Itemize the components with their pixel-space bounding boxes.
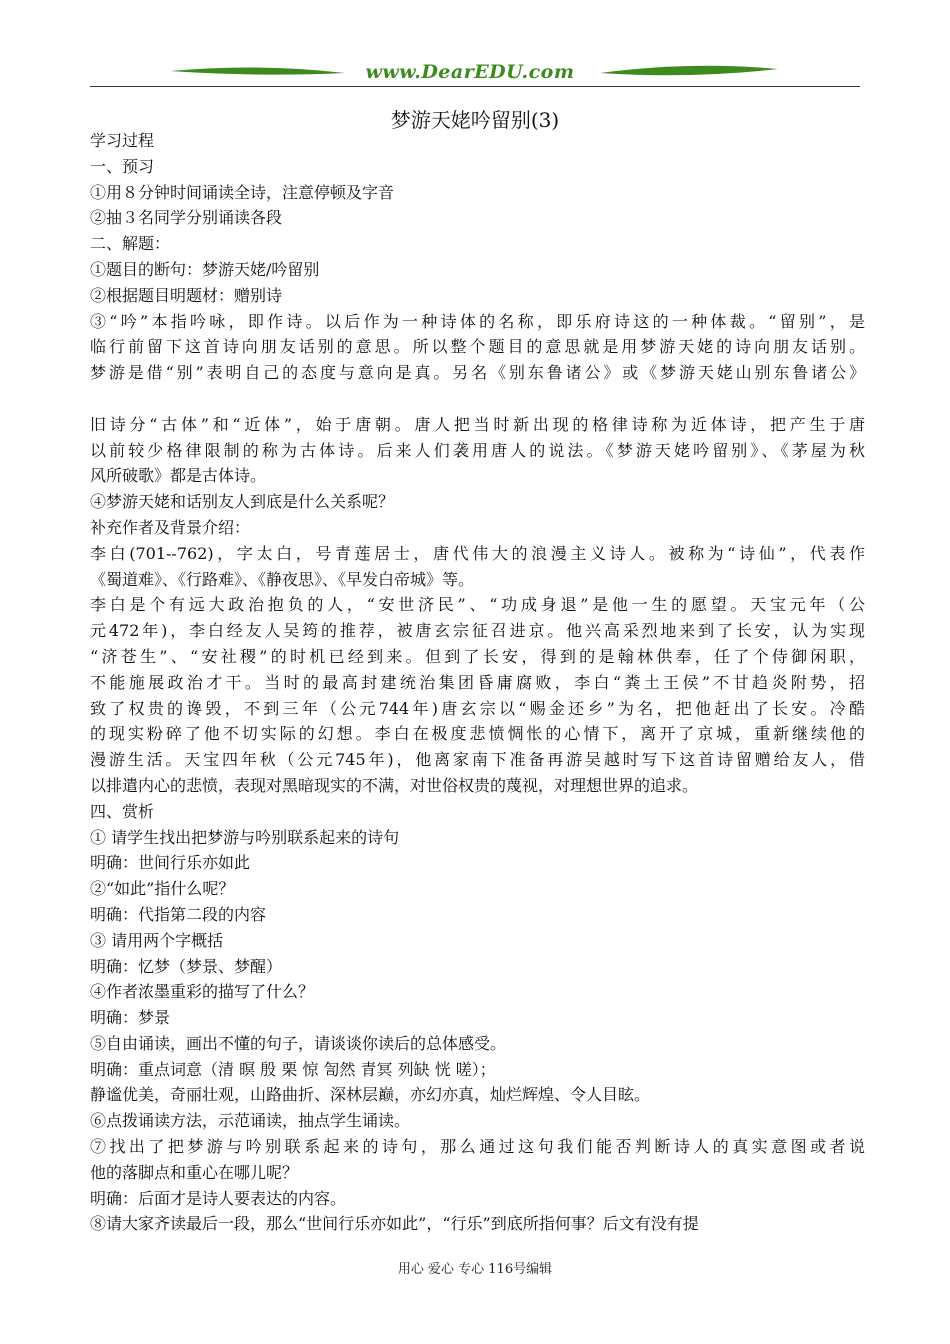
text-line: 明确：后面才是诗人要表达的内容。 bbox=[90, 1188, 347, 1208]
text-line: 以前较少格律限制的称为古体诗。后来人们袭用唐人的说法。《梦游天姥吟留别》、《茅屋为秋 bbox=[90, 440, 865, 460]
text-line: 不能施展政治才干。当时的最高封建统治集团昏庸腐败，李白“粪土王侯”不甘趋炎附势，招 bbox=[90, 672, 865, 692]
text-line: “济苍生”、“安社稷”的时机已经到来。但到了长安，得到的是翰林供奉，任了个侍御闲职， bbox=[90, 646, 865, 666]
text-line: ⑤自由诵读，画出不懂的句子，请谈谈你读后的总体感受。 bbox=[90, 1033, 507, 1053]
text-line: 一、预习 bbox=[90, 156, 155, 176]
text-line: 静谧优美，奇丽壮观，山路曲折、深林层巅，亦幻亦真，灿烂辉煌、令人目眩。 bbox=[90, 1085, 651, 1105]
text-line: ①题目的断句：梦游天姥/吟留别 bbox=[90, 259, 320, 279]
text-line: ④梦游天姥和话别友人到底是什么关系呢？ bbox=[90, 492, 395, 512]
text-line: 的现实粉碎了他不切实际的幻想。李白在极度悲愤惆怅的心情下，离开了京城，重新继续他的 bbox=[90, 724, 865, 744]
text-line: 临行前留下这首诗向朋友话别的意思。所以整个题目的意思就是用梦游天姥的诗向朋友话别。 bbox=[90, 337, 865, 357]
text-line: 致了权贵的谗毁，不到三年（公元744年)唐玄宗以“赐金还乡”为名，把他赶出了长安。冷酷 bbox=[90, 698, 865, 718]
text-line: 李白(701--762)，字太白，号青莲居士，唐代伟大的浪漫主义诗人。被称为“诗仙”，代表作 bbox=[90, 543, 865, 563]
text-line: ②抽３名同学分别诵读各段 bbox=[90, 208, 283, 228]
text-line: 元472年)，李白经友人吴筠的推荐，被唐玄宗征召进京。他兴高采烈地来到了长安，认为实现 bbox=[90, 621, 865, 641]
text-line: 二、解题： bbox=[90, 234, 171, 254]
text-line: 漫游生活。天宝四年秋（公元745年)，他离家南下准备再游吴越时写下这首诗留赠给友人，借 bbox=[90, 750, 865, 770]
header-divider bbox=[90, 86, 860, 87]
text-line: 明确：代指第二段的内容 bbox=[90, 904, 267, 924]
text-line: 四、赏析 bbox=[90, 801, 155, 821]
text-line: ③“吟”本指吟咏，即作诗。以后作为一种诗体的名称，即乐府诗这的一种体裁。“留别”，是 bbox=[90, 311, 865, 331]
text-line: 学习过程 bbox=[90, 131, 155, 150]
text-line: 明确：重点词意（清 暝 殷 栗 惊 訇然 青冥 列缺 恍 嗟）； bbox=[90, 1059, 496, 1079]
text-line: 明确：世间行乐亦如此 bbox=[90, 853, 251, 873]
text-line: 梦游是借“别”表明自己的态度与意向是真。另名《别东鲁诸公》或《梦游天姥山别东鲁诸公》 bbox=[90, 363, 865, 383]
page-title: 梦游天姥吟留别(3) bbox=[390, 108, 560, 132]
text-line: 明确：忆梦（梦景、梦醒） bbox=[90, 956, 283, 976]
text-line: ①用８分钟时间诵读全诗，注意停顿及字音 bbox=[90, 182, 395, 202]
document-body bbox=[90, 128, 865, 1237]
text-line: 明确：梦景 bbox=[90, 1008, 171, 1028]
site-logo[interactable]: www.DearEDU.com bbox=[365, 61, 575, 83]
text-line: 《蜀道难》、《行路难》、《静夜思》、《早发白帝城》等。 bbox=[90, 569, 475, 589]
text-line: 旧诗分“古体”和“近体”，始于唐朝。唐人把当时新出现的格律诗称为近体诗，把产生于唐 bbox=[90, 414, 865, 434]
site-header bbox=[0, 55, 950, 95]
text-line: 以排遣内心的悲愤，表现对黑暗现实的不满，对世俗权贵的蔑视，对理想世界的追求。 bbox=[90, 775, 699, 795]
text-line: ⑧请大家齐读最后一段，那么“世间行乐亦如此”，“行乐”到底所指何事？后文有没有提 bbox=[90, 1214, 699, 1234]
text-line: 补充作者及背景介绍： bbox=[90, 517, 251, 537]
text-line: 李白是个有远大政治抱负的人，“安世济民”、“功成身退”是他一生的愿望。天宝元年（公 bbox=[90, 595, 865, 615]
text-line: 风所破歌》都是古体诗。 bbox=[90, 466, 267, 486]
text-line: ③ 请用两个字概括 bbox=[90, 930, 224, 950]
text-line: ④作者浓墨重彩的描写了什么？ bbox=[90, 982, 315, 1002]
text-line: ⑦找出了把梦游与吟别联系起来的诗句，那么通过这句我们能否判断诗人的真实意图或者说 bbox=[90, 1137, 865, 1157]
text-line: ⑥点拨诵读方法，示范诵读，抽点学生诵读。 bbox=[90, 1111, 411, 1131]
text-line: 他的落脚点和重心在哪儿呢？ bbox=[90, 1162, 299, 1182]
blank-line bbox=[90, 386, 865, 412]
text-line: ②“如此”指什么呢？ bbox=[90, 879, 235, 899]
text-line: ②根据题目明题材：赠别诗 bbox=[90, 285, 283, 305]
page-footer: 用心 爱心 专心 116号编辑 bbox=[397, 1262, 553, 1277]
text-line: ① 请学生找出把梦游与吟别联系起来的诗句 bbox=[90, 827, 400, 847]
